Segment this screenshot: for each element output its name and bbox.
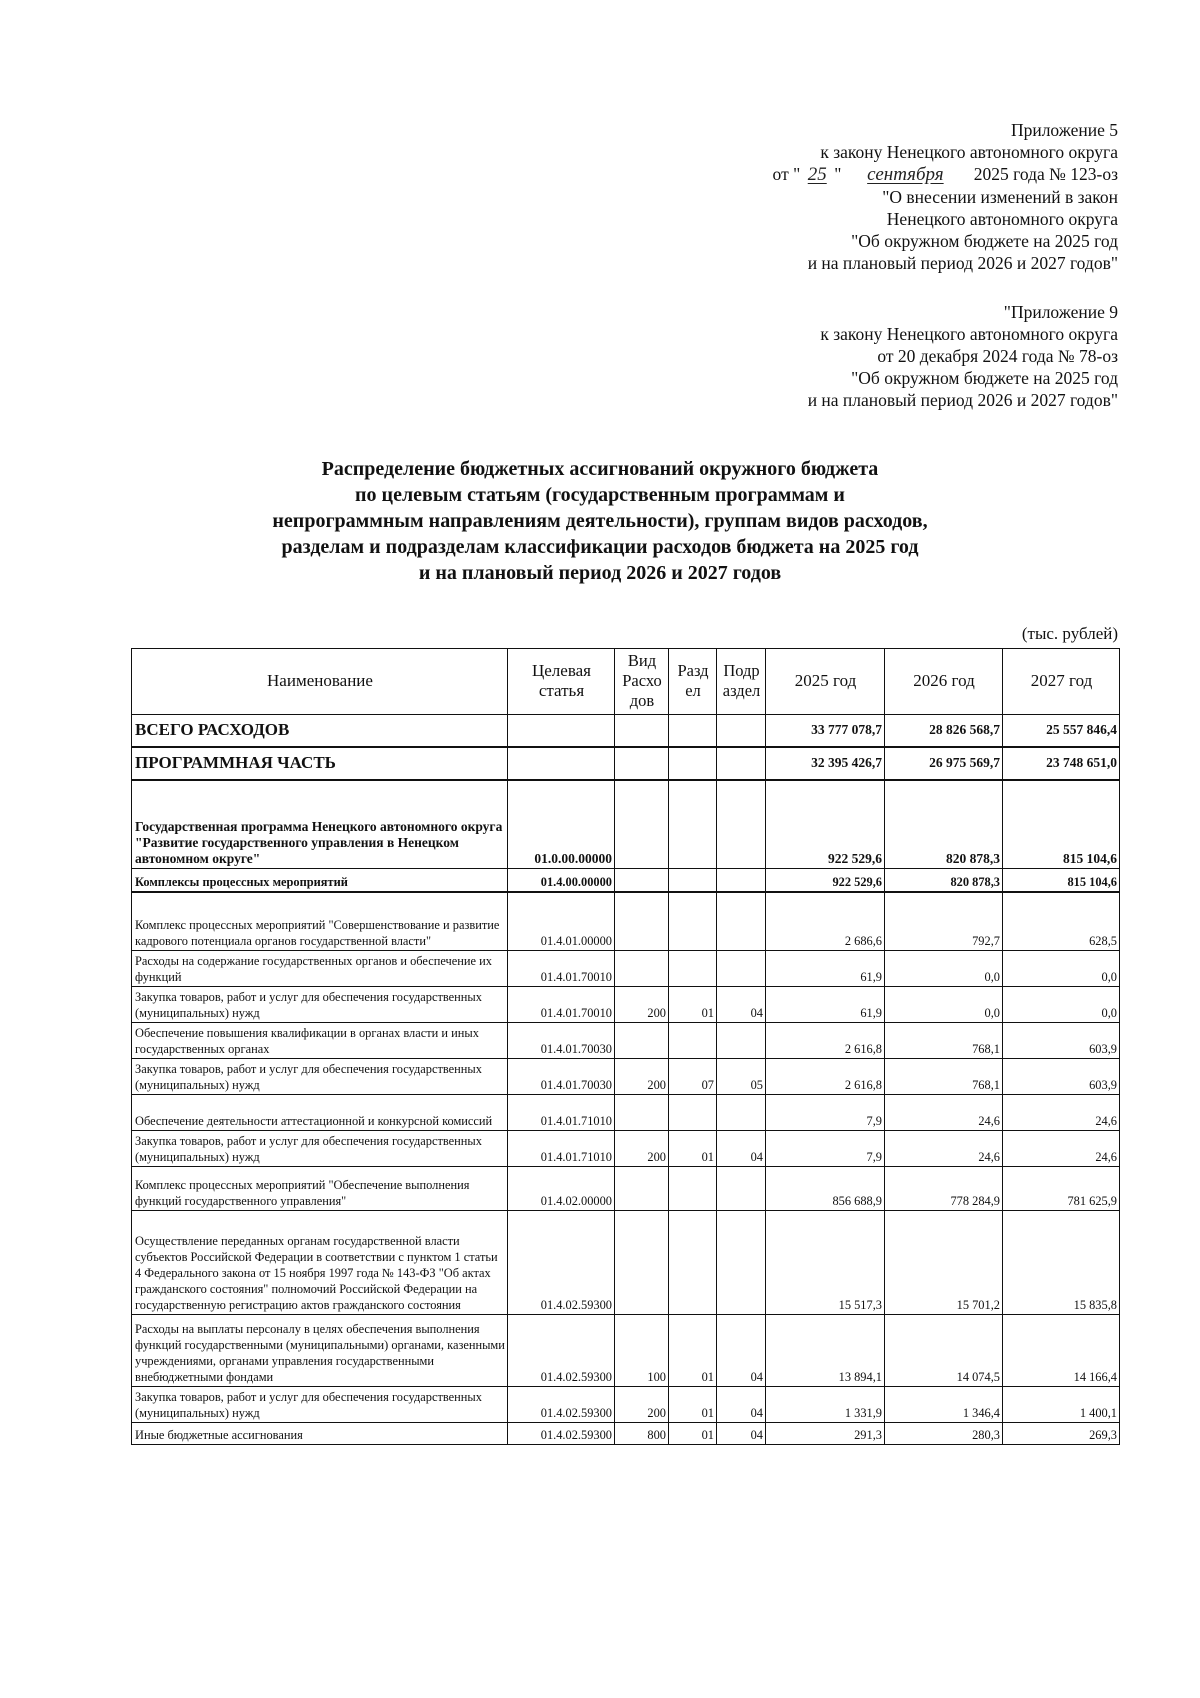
col-2027: 2027 год xyxy=(1003,649,1120,715)
row-2025: 13 894,1 xyxy=(766,1314,885,1386)
row-2027: 24,6 xyxy=(1003,1094,1120,1130)
row-2027: 15 835,8 xyxy=(1003,1210,1120,1314)
row-subsection: 05 xyxy=(717,1058,766,1094)
row-2025: 15 517,3 xyxy=(766,1210,885,1314)
table-row xyxy=(132,715,1120,748)
law-title-line: "Об окружном бюджете на 2025 год xyxy=(851,368,1118,388)
row-section xyxy=(669,1166,717,1210)
row-2027: 603,9 xyxy=(1003,1022,1120,1058)
col-target: Целевая статья xyxy=(508,649,615,715)
row-target: 01.4.01.70010 xyxy=(508,986,615,1022)
row-section xyxy=(669,1022,717,1058)
row-2025: 32 395 426,7 xyxy=(766,747,885,780)
col-name: Наименование xyxy=(132,649,508,715)
law-title-line: "Об окружном бюджете на 2025 год xyxy=(851,231,1118,251)
col-expense-type: Вид Расхо дов xyxy=(615,649,669,715)
row-expense-type: 800 xyxy=(615,1422,669,1444)
col-subsection: Подр аздел xyxy=(717,649,766,715)
row-2027: 269,3 xyxy=(1003,1422,1120,1444)
row-subsection xyxy=(717,1094,766,1130)
appendix-9-header xyxy=(808,301,1118,411)
row-2026: 26 975 569,7 xyxy=(885,747,1003,780)
row-target: 01.4.00.00000 xyxy=(508,868,615,892)
row-name: Комплексы процессных мероприятий xyxy=(132,868,508,892)
row-expense-type: 200 xyxy=(615,1058,669,1094)
row-expense-type: 200 xyxy=(615,986,669,1022)
appendix-number: Приложение 5 xyxy=(1010,120,1118,140)
row-2026: 820 878,3 xyxy=(885,780,1003,868)
document-title xyxy=(220,456,980,586)
row-expense-type xyxy=(615,1210,669,1314)
row-2025: 1 331,9 xyxy=(766,1386,885,1422)
row-subsection: 04 xyxy=(717,1386,766,1422)
row-section xyxy=(669,950,717,986)
law-date-line: от 20 декабря 2024 года № 78-оз xyxy=(877,346,1118,366)
row-subsection xyxy=(717,868,766,892)
row-name: Комплекс процессных мероприятий "Совершенствование и развитие кадрового потенциала органов государственной власти" xyxy=(132,892,508,950)
row-2026: 768,1 xyxy=(885,1022,1003,1058)
row-target: 01.4.01.70010 xyxy=(508,950,615,986)
title-line: по целевым статьям (государственным программам и xyxy=(355,484,845,506)
row-2025: 7,9 xyxy=(766,1130,885,1166)
row-subsection xyxy=(717,1166,766,1210)
row-2027: 25 557 846,4 xyxy=(1003,715,1120,748)
row-target xyxy=(508,715,615,748)
row-2027: 603,9 xyxy=(1003,1058,1120,1094)
row-expense-type xyxy=(615,1022,669,1058)
row-2025: 33 777 078,7 xyxy=(766,715,885,748)
law-title-line: "О внесении изменений в закон xyxy=(882,187,1118,207)
row-name: ВСЕГО РАСХОДОВ xyxy=(132,715,508,748)
row-2027: 14 166,4 xyxy=(1003,1314,1120,1386)
row-name: Расходы на выплаты персоналу в целях обеспечения выполнения функций государственными (муниципальными) органами, казенными учреждениями, органами управления государственными внебюджетными фондами xyxy=(132,1314,508,1386)
law-title-line: и на плановый период 2026 и 2027 годов" xyxy=(807,253,1118,273)
col-2026: 2026 год xyxy=(885,649,1003,715)
row-section: 01 xyxy=(669,1386,717,1422)
row-target: 01.4.02.59300 xyxy=(508,1314,615,1386)
row-2025: 291,3 xyxy=(766,1422,885,1444)
table-row xyxy=(132,1022,1120,1058)
row-2026: 820 878,3 xyxy=(885,868,1003,892)
row-name: ПРОГРАММНАЯ ЧАСТЬ xyxy=(132,747,508,780)
units-label: (тыс. рублей) xyxy=(1021,624,1118,643)
row-2026: 0,0 xyxy=(885,950,1003,986)
law-reference: к закону Ненецкого автономного округа xyxy=(820,142,1118,162)
row-section xyxy=(669,1210,717,1314)
row-target: 01.4.02.59300 xyxy=(508,1210,615,1314)
table-row xyxy=(132,1314,1120,1386)
row-2025: 61,9 xyxy=(766,950,885,986)
row-section xyxy=(669,780,717,868)
row-subsection xyxy=(717,715,766,748)
row-name: Иные бюджетные ассигнования xyxy=(132,1422,508,1444)
table-row xyxy=(132,1094,1120,1130)
row-2026: 792,7 xyxy=(885,892,1003,950)
title-line: Распределение бюджетных ассигнований окружного бюджета xyxy=(321,458,879,480)
table-row xyxy=(132,1130,1120,1166)
law-date-line: от " 25 " сентября 2025 года № 123-оз xyxy=(772,164,1118,185)
appendix-number: "Приложение 9 xyxy=(1003,302,1118,322)
row-name: Государственная программа Ненецкого автономного округа "Развитие государственного управления в Ненецком автономном округе" xyxy=(132,780,508,868)
row-2026: 778 284,9 xyxy=(885,1166,1003,1210)
row-target: 01.4.01.71010 xyxy=(508,1094,615,1130)
budget-table xyxy=(131,648,1120,1445)
row-target: 01.4.01.00000 xyxy=(508,892,615,950)
row-section xyxy=(669,1094,717,1130)
row-expense-type xyxy=(615,950,669,986)
row-2025: 2 686,6 xyxy=(766,892,885,950)
row-subsection: 04 xyxy=(717,986,766,1022)
row-2027: 0,0 xyxy=(1003,986,1120,1022)
row-2025: 922 529,6 xyxy=(766,780,885,868)
row-name: Обеспечение деятельности аттестационной и конкурсной комиссий xyxy=(132,1094,508,1130)
row-expense-type: 200 xyxy=(615,1386,669,1422)
row-2027: 628,5 xyxy=(1003,892,1120,950)
row-section: 07 xyxy=(669,1058,717,1094)
row-section: 01 xyxy=(669,1130,717,1166)
row-name: Осуществление переданных органам государственной власти субъектов Российской Федерации в соответствии с пунктом 1 статьи 4 Федерального закона от 15 ноября 1997 года № 143-ФЗ "Об актах гражданского состояния" полномочий Российской Федерации на государственную регистрацию актов гражданского состояния xyxy=(132,1210,508,1314)
row-name: Расходы на содержание государственных органов и обеспечение их функций xyxy=(132,950,508,986)
appendix-5-header xyxy=(773,119,1118,274)
row-subsection xyxy=(717,780,766,868)
row-target: 01.0.00.00000 xyxy=(508,780,615,868)
row-2026: 15 701,2 xyxy=(885,1210,1003,1314)
row-2027: 815 104,6 xyxy=(1003,780,1120,868)
row-2025: 922 529,6 xyxy=(766,868,885,892)
row-2025: 2 616,8 xyxy=(766,1022,885,1058)
row-name: Комплекс процессных мероприятий "Обеспечение выполнения функций государственного управления" xyxy=(132,1166,508,1210)
table-row xyxy=(132,1058,1120,1094)
row-target: 01.4.01.71010 xyxy=(508,1130,615,1166)
row-target: 01.4.02.59300 xyxy=(508,1422,615,1444)
row-2026: 1 346,4 xyxy=(885,1386,1003,1422)
row-target: 01.4.01.70030 xyxy=(508,1022,615,1058)
table-row xyxy=(132,1166,1120,1210)
row-section xyxy=(669,892,717,950)
row-expense-type xyxy=(615,780,669,868)
row-2026: 24,6 xyxy=(885,1094,1003,1130)
handwritten-month: сентября xyxy=(867,164,944,185)
table-row xyxy=(132,868,1120,892)
row-2027: 815 104,6 xyxy=(1003,868,1120,892)
table-row xyxy=(132,892,1120,950)
row-section xyxy=(669,747,717,780)
row-target: 01.4.02.00000 xyxy=(508,1166,615,1210)
table-row xyxy=(132,780,1120,868)
row-section: 01 xyxy=(669,1422,717,1444)
law-reference: к закону Ненецкого автономного округа xyxy=(820,324,1118,344)
table-row xyxy=(132,950,1120,986)
row-subsection xyxy=(717,892,766,950)
row-section xyxy=(669,715,717,748)
row-subsection xyxy=(717,1022,766,1058)
row-subsection: 04 xyxy=(717,1314,766,1386)
handwritten-day: 25 xyxy=(807,164,827,185)
table-row xyxy=(132,1422,1120,1444)
row-expense-type xyxy=(615,715,669,748)
row-2026: 768,1 xyxy=(885,1058,1003,1094)
row-expense-type: 100 xyxy=(615,1314,669,1386)
row-2026: 28 826 568,7 xyxy=(885,715,1003,748)
law-title-line: и на плановый период 2026 и 2027 годов" xyxy=(807,390,1118,410)
title-line: непрограммным направлениям деятельности), группам видов расходов, xyxy=(272,510,928,532)
row-2025: 7,9 xyxy=(766,1094,885,1130)
row-target: 01.4.01.70030 xyxy=(508,1058,615,1094)
row-expense-type xyxy=(615,1166,669,1210)
table-row xyxy=(132,986,1120,1022)
row-name: Закупка товаров, работ и услуг для обеспечения государственных (муниципальных) нужд xyxy=(132,1130,508,1166)
row-expense-type xyxy=(615,892,669,950)
row-name: Закупка товаров, работ и услуг для обеспечения государственных (муниципальных) нужд xyxy=(132,986,508,1022)
row-section: 01 xyxy=(669,986,717,1022)
row-name: Обеспечение повышения квалификации в органах власти и иных государственных органах xyxy=(132,1022,508,1058)
row-2025: 856 688,9 xyxy=(766,1166,885,1210)
row-section xyxy=(669,868,717,892)
row-name: Закупка товаров, работ и услуг для обеспечения государственных (муниципальных) нужд xyxy=(132,1058,508,1094)
row-2026: 280,3 xyxy=(885,1422,1003,1444)
row-2025: 2 616,8 xyxy=(766,1058,885,1094)
row-name: Закупка товаров, работ и услуг для обеспечения государственных (муниципальных) нужд xyxy=(132,1386,508,1422)
row-2026: 14 074,5 xyxy=(885,1314,1003,1386)
row-2026: 0,0 xyxy=(885,986,1003,1022)
law-title-line: Ненецкого автономного округа xyxy=(886,209,1118,229)
row-2027: 0,0 xyxy=(1003,950,1120,986)
row-2026: 24,6 xyxy=(885,1130,1003,1166)
row-2027: 1 400,1 xyxy=(1003,1386,1120,1422)
col-2025: 2025 год xyxy=(766,649,885,715)
row-subsection: 04 xyxy=(717,1130,766,1166)
row-subsection xyxy=(717,950,766,986)
row-target xyxy=(508,747,615,780)
row-expense-type: 200 xyxy=(615,1130,669,1166)
row-subsection xyxy=(717,747,766,780)
law-number: 2025 года № 123-оз xyxy=(973,164,1118,184)
row-expense-type xyxy=(615,868,669,892)
table-header-row xyxy=(132,649,1120,715)
table-row xyxy=(132,1386,1120,1422)
table-row xyxy=(132,747,1120,780)
row-2025: 61,9 xyxy=(766,986,885,1022)
row-section: 01 xyxy=(669,1314,717,1386)
title-line: и на плановый период 2026 и 2027 годов xyxy=(418,562,782,584)
row-2027: 23 748 651,0 xyxy=(1003,747,1120,780)
row-subsection xyxy=(717,1210,766,1314)
row-target: 01.4.02.59300 xyxy=(508,1386,615,1422)
row-expense-type xyxy=(615,747,669,780)
row-2027: 24,6 xyxy=(1003,1130,1120,1166)
row-subsection: 04 xyxy=(717,1422,766,1444)
table-row xyxy=(132,1210,1120,1314)
row-2027: 781 625,9 xyxy=(1003,1166,1120,1210)
col-section: Разд ел xyxy=(669,649,717,715)
row-expense-type xyxy=(615,1094,669,1130)
title-line: разделам и подразделам классификации расходов бюджета на 2025 год xyxy=(281,536,919,558)
